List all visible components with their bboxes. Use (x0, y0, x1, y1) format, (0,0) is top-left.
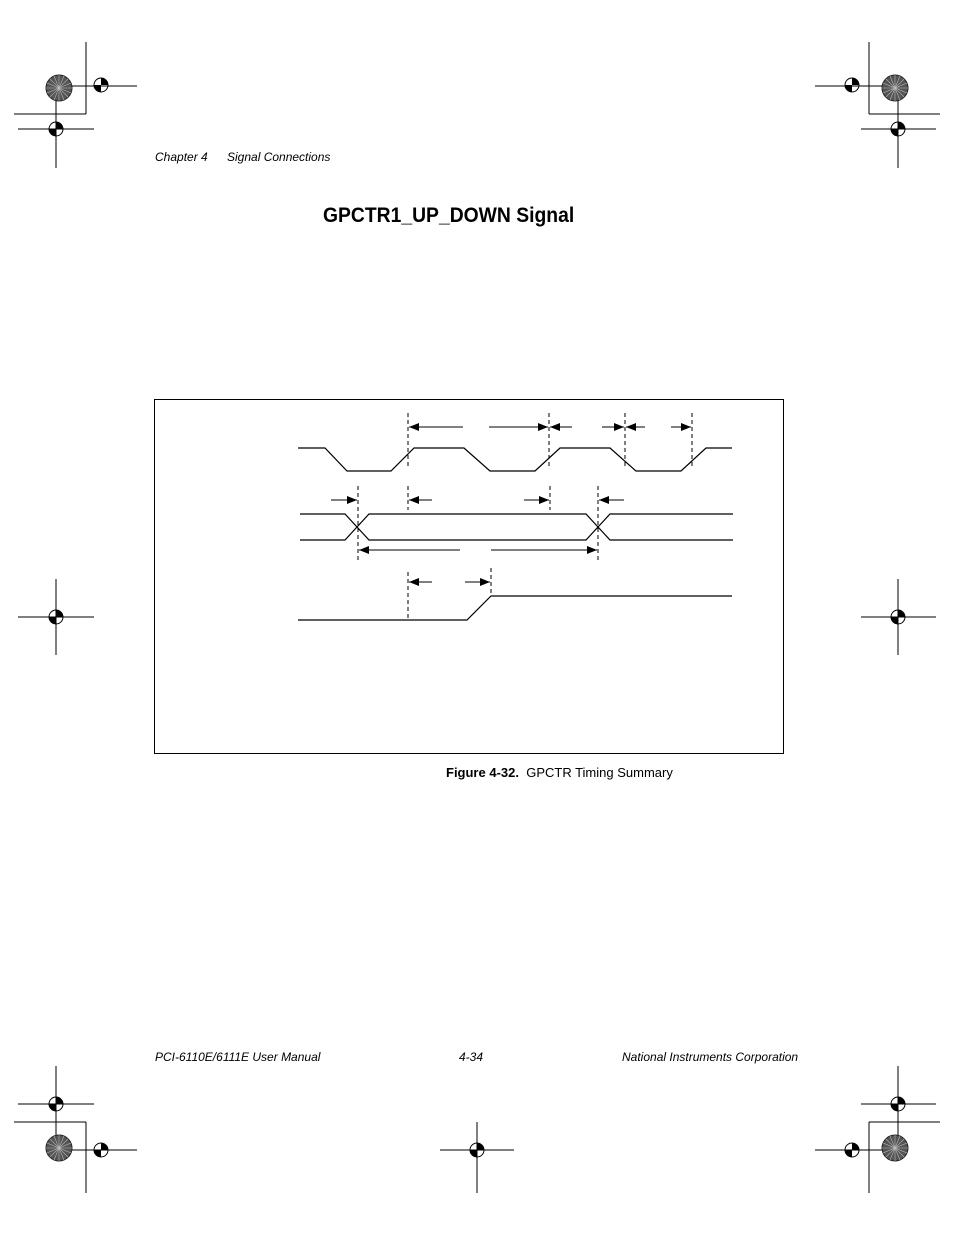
header-section: Signal Connections (227, 150, 331, 164)
footer-page-number: 4-34 (459, 1050, 484, 1064)
data-waveform-upper (300, 514, 733, 527)
figure-caption (446, 765, 673, 780)
footer-manual-title: PCI-6110E/6111E User Manual (155, 1050, 321, 1064)
source-waveform (298, 448, 732, 471)
figure-number: Figure 4-32. (446, 765, 519, 780)
timing-reference-lines (358, 413, 692, 620)
header-chapter: Chapter 4 (155, 150, 208, 164)
figure-caption-text: GPCTR Timing Summary (526, 765, 673, 780)
footer-company: National Instruments Corporation (622, 1050, 799, 1064)
data-waveform-lower (300, 527, 733, 540)
section-heading: GPCTR1_UP_DOWN Signal (323, 204, 575, 227)
output-waveform (298, 596, 732, 620)
